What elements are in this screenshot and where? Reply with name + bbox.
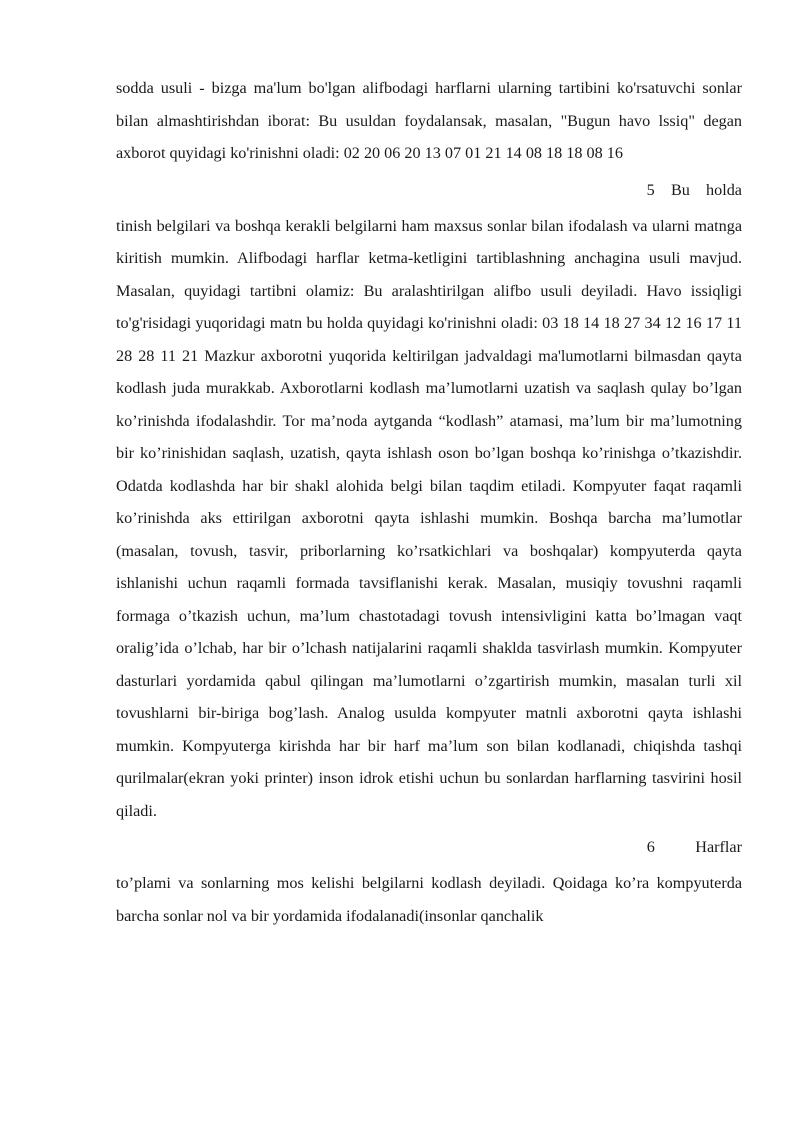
paragraph-2: tinish belgilari va boshqa kerakli belgilarni ham maxsus sonlar bilan ifodalash va ularni matnga kiritish mumkin. Alifbodagi harflar ketma-ketligini tartiblashning anchagina usuli mavjud. Masalan, quyidagi tartibni olamiz: Bu aralashtirilgan alifbo usuli deyiladi. Havo issiqligi to'g'risidagi yuqoridagi matn bu holda quyidagi ko'rinishni oladi: 03 18 14 18 27 34 12 16 17 11 28 28 11 21 Mazkur axborotni yuqorida keltirilgan jadvaldagi ma'lumotlarni bilmasdan qayta kodlash juda murakkab. Axborotlarni kodlash ma’lumotlarni uzatish va saqlash qulay bo’lgan ko’rinishda ifodalashdir. Tor ma’noda aytganda “kodlash” atamasi, ma’lum bir ma’lumotning bir ko’rinishidan saqlash, uzatish, qayta ishlash oson bo’lgan boshqa ko’rinishga o’tkazishdir. Odatda kodlashda har bir shakl alohida belgi bilan taqdim etiladi. Kompyuter faqat raqamli ko’rinishda aks ettirilgan axborotni qayta ishlashi mumkin. Boshqa barcha ma’lumotlar (masalan, tovush, tasvir, priborlarning ko’rsatkichlari va boshqalar) kompyuterda qayta ishlanishi uchun raqamli formada tavsiflanishi kerak. Masalan, musiqiy tovushni raqamli formaga o’tkazish uchun, ma’lum chastotadagi tovush intensivligini katta bo’lmagan vaqt oralig’ida o’lchab, har bir o’lchash natijalarini raqamli shaklda tasvirlash mumkin. Kompyuter dasturlari yordamida qabul qilingan ma’lumotlarni o’zgartirish mumkin, masalan turli xil tovushlarni bir-biriga bog’lash. Analog usulda kompyuter matnli axborotni qayta ishlashi mumkin. Kompyuterga kirishda har bir harf ma’lum son bilan kodlanadi, chiqishda tashqi qurilmalar(ekran yoki printer) inson idrok etishi uchun bu sonlardan harflarning tasvirini hosil qiladi. — [116, 216, 742, 820]
section-marker-6: 6 Harflar — [646, 838, 742, 856]
paragraph-1: sodda usuli - bizga ma'lum bo'lgan alifbodagi harflarni ularning tartibini ko'rsatuvchi sonlar bilan almashtirishdan iborat: Bu usuldan foydalansak, masalan, "Bugun havo lssiq" degan axborot quyidagi ko'rinishni oladi: 02 20 06 20 13 07 01 21 14 08 18 18 08 16 — [116, 79, 742, 162]
section-marker-5: 5 Bu holda — [646, 180, 742, 199]
document-page — [116, 72, 742, 932]
paragraph-3: to’plami va sonlarning mos kelishi belgilarni kodlash deyiladi. Qoidaga ko’ra kompyuterda barcha sonlar nol va bir yordamida ifodalanadi(insonlar qanchalik — [116, 874, 742, 925]
